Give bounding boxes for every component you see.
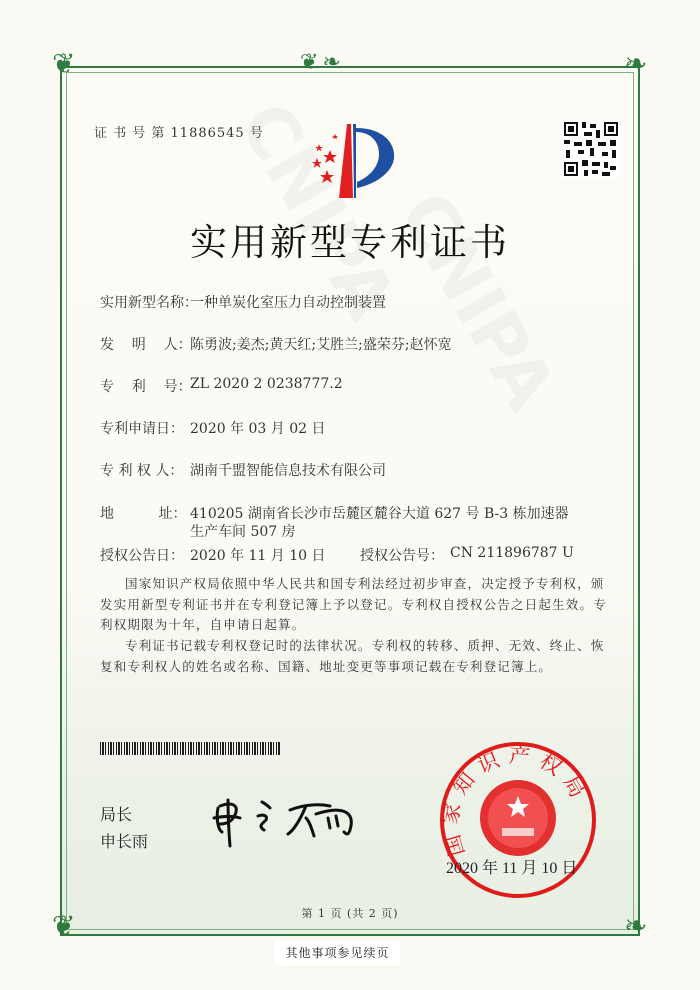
field-value: 410205 湖南省长沙市岳麓区麓谷大道 627 号 B-3 栋加速器 (190, 506, 569, 522)
field-application-date (100, 418, 326, 438)
barcode (100, 742, 280, 755)
paragraph-grant: 国家知识产权局依照中华人民共和国专利法经过初步审查，决定授予专利权，颁发实用新型专利证书并在专利登记簿上予以登记。专利权自授权公告之日起生效。专利权期限为十年，自申请日起算。 (100, 576, 607, 632)
corner-ornament: ❦ (52, 909, 76, 942)
corner-ornament: ❦ (52, 47, 76, 80)
director-title: 局长 (100, 805, 133, 824)
field-patentee (100, 460, 386, 480)
field-grant-date (100, 545, 326, 565)
page-indicator: 第 1 页 (共 2 页) (301, 907, 399, 920)
field-grant-number (360, 545, 574, 565)
field-label: 专 利 号： (100, 379, 192, 395)
field-patent-number (100, 376, 343, 396)
field-value: ZL 2020 2 0238777.2 (190, 376, 343, 392)
field-value: CN 211896787 U (450, 545, 574, 561)
field-value: 一种单炭化室压力自动控制装置 (190, 295, 386, 311)
field-utility-model-name (100, 292, 386, 312)
see-continuation-note: 其他事项参见续页 (275, 941, 400, 965)
field-address (100, 503, 569, 540)
field-value: 湖南千盟智能信息技术有限公司 (190, 463, 386, 479)
field-label: 地 址： (100, 506, 187, 522)
corner-ornament: ❧ (624, 909, 648, 942)
director-signature (210, 790, 370, 850)
field-label: 实用新型名称： (100, 295, 198, 311)
director-name: 申长雨 (100, 832, 149, 851)
seal-date: 2020 年 11 月 10 日 (446, 860, 578, 877)
top-ornament: ❦❧ (300, 50, 345, 75)
field-value: 2020 年 11 月 10 日 (190, 548, 326, 564)
field-label: 专利申请日： (100, 421, 184, 437)
field-label: 发 明 人： (100, 337, 192, 353)
field-label: 专 利 权 人： (100, 463, 184, 479)
field-value: 2020 年 03 月 02 日 (190, 421, 326, 437)
corner-ornament: ❧ (624, 47, 648, 80)
cnipa-logo (305, 122, 405, 200)
page-title: 实用新型专利证书 (190, 221, 510, 264)
field-inventors (100, 334, 452, 354)
field-label: 授权公告日： (100, 548, 184, 564)
seal-text: 国家知识产权局 (437, 743, 594, 859)
field-label: 授权公告号： (360, 548, 444, 564)
field-value-line2: 生产车间 507 房 (190, 524, 296, 540)
qr-code (562, 120, 620, 178)
paragraph-legal-status: 专利证书记载专利权登记时的法律状况。专利权的转移、质押、无效、终止、恢复和专利权人的姓名或名称、国籍、地址变更等事项记载在专利登记簿上。 (100, 638, 605, 674)
field-value: 陈勇波;姜杰;黄天红;艾胜兰;盛荣芬;赵怀宽 (190, 337, 452, 353)
certificate-number: 证 书 号 第 11886545 号 (94, 126, 264, 141)
